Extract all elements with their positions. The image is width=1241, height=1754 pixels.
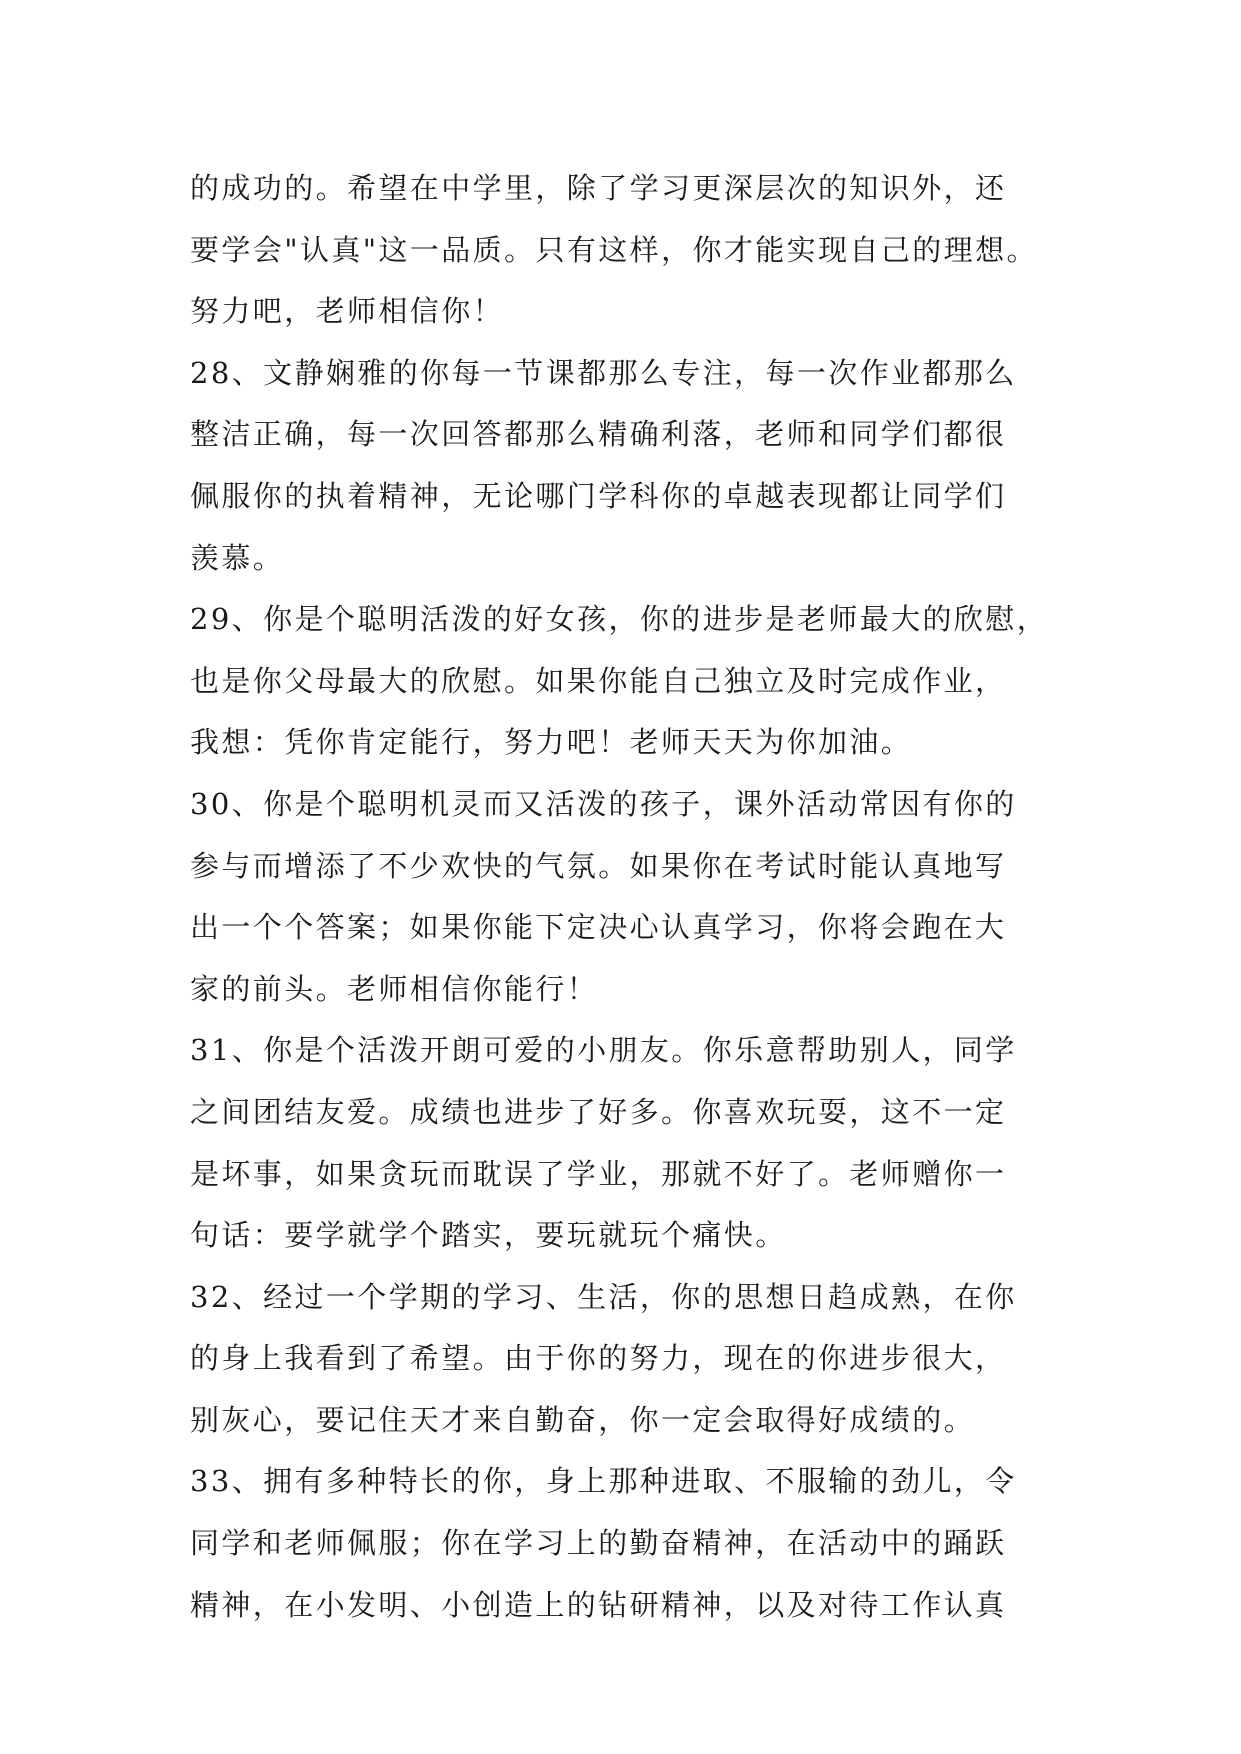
text-line: 之间团结友爱。成绩也进步了好多。你喜欢玩耍，这不一定 [190, 1094, 1007, 1129]
text-line: 出一个个答案；如果你能下定决心认真学习，你将会跑在大 [190, 910, 1007, 945]
text-line: 家的前头。老师相信你能行！ [190, 971, 599, 1006]
text-line: 同学和老师佩服；你在学习上的勤奋精神，在活动中的踊跃 [190, 1526, 1007, 1561]
text-line: 精神，在小发明、小创造上的钻研精神，以及对待工作认真 [190, 1587, 1007, 1622]
text-line: 羡慕。 [190, 540, 285, 575]
text-line: 努力吧，老师相信你！ [190, 294, 505, 329]
text-line: 是坏事，如果贪玩而耽误了学业，那就不好了。老师赠你一 [190, 1156, 1007, 1191]
text-line: 别灰心，要记住天才来自勤奋，你一定会取得好成绩的。 [190, 1402, 976, 1437]
text-line: 佩服你的执着精神，无论哪门学科你的卓越表现都让同学们 [190, 478, 1007, 513]
text-line: 的身上我看到了希望。由于你的努力，现在的你进步很大， [190, 1341, 1007, 1376]
text-line: 要学会"认真"这一品质。只有这样，你才能实现自己的理想。 [190, 232, 1038, 267]
text-line: 句话：要学就学个踏实，要玩就玩个痛快。 [190, 1218, 787, 1253]
text-line: 32、经过一个学期的学习、生活，你的思想日趋成熟，在你 [190, 1279, 1017, 1314]
text-line: 我想：凭你肯定能行，努力吧！老师天天为你加油。 [190, 725, 913, 760]
text-line: 30、你是个聪明机灵而又活泼的孩子，课外活动常因有你的 [190, 786, 1017, 821]
text-line: 28、文静娴雅的你每一节课都那么专注，每一次作业都那么 [190, 355, 1017, 390]
text-line: 29、你是个聪明活泼的好女孩，你的进步是老师最大的欣慰， [190, 602, 1049, 637]
text-line: 的成功的。希望在中学里，除了学习更深层次的知识外，还 [190, 171, 1007, 205]
document-body [190, 158, 1070, 1636]
text-line: 整洁正确，每一次回答都那么精确利落，老师和同学们都很 [190, 417, 1007, 452]
text-line: 也是你父母最大的欣慰。如果你能自己独立及时完成作业， [190, 663, 1007, 698]
text-line: 参与而增添了不少欢快的气氛。如果你在考试时能认真地写 [190, 848, 1007, 883]
text-line: 33、拥有多种特长的你，身上那种进取、不服输的劲儿，令 [190, 1464, 1017, 1499]
text-line: 31、你是个活泼开朗可爱的小朋友。你乐意帮助别人，同学 [190, 1033, 1017, 1068]
